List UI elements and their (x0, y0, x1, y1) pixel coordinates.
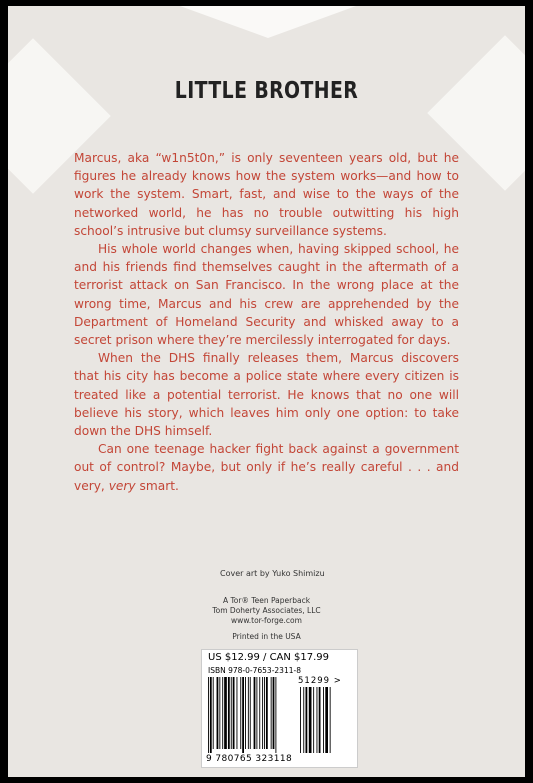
blurb (74, 149, 459, 495)
decorative-triangle-top (180, 6, 356, 38)
isbn-label: ISBN 978-0-7653-2311-8 (208, 666, 301, 675)
book-title: LITTLE BROTHER (174, 78, 359, 104)
cover-art-credit: Cover art by Yuko Shimizu (220, 569, 325, 578)
book-back-cover (8, 6, 525, 777)
blurb-paragraph-4: Can one teenage hacker fight back against a government out of control? Maybe, but only if he’s really careful . . . and very, very smart. (74, 442, 459, 493)
publisher-line-company: Tom Doherty Associates, LLC (212, 606, 321, 615)
price-label: US $12.99 / CAN $17.99 (208, 652, 330, 663)
printed-in: Printed in the USA (232, 632, 301, 641)
ean-digits: 9 780765 323118 (206, 754, 293, 764)
barcode-icon (206, 677, 353, 755)
price-addon-code: 51299 > (298, 676, 342, 686)
blurb-paragraph-2: His whole world changes when, having skipped school, he and his friends find themselves caught in the aftermath of a terrorist attack on San Francisco. In the wrong place at the wrong time, Marcus and his crew are apprehended by the Department of Homeland Security and whisked away to a secret prison where they’re mercilessly interrogated for days. (74, 242, 459, 348)
publisher-info (8, 596, 525, 626)
barcode-block (201, 649, 358, 768)
blurb-paragraph-3: When the DHS finally releases them, Marcus discovers that his city has become a police state where every citizen is treated like a potential terrorist. He knows that no one will believe his story, which leaves him only one option: to take down the DHS himself. (74, 351, 459, 439)
publisher-line-website: www.tor-forge.com (231, 616, 302, 625)
publisher-line-imprint: A Tor® Teen Paperback (222, 596, 311, 605)
blurb-paragraph-1: Marcus, aka “w1n5t0n,” is only seventeen years old, but he figures he already knows how the system works—and how to work the system. Smart, fast, and wise to the ways of the networked world, he has no trouble outwitting his high school’s intrusive but clumsy surveillance systems. (74, 151, 459, 238)
